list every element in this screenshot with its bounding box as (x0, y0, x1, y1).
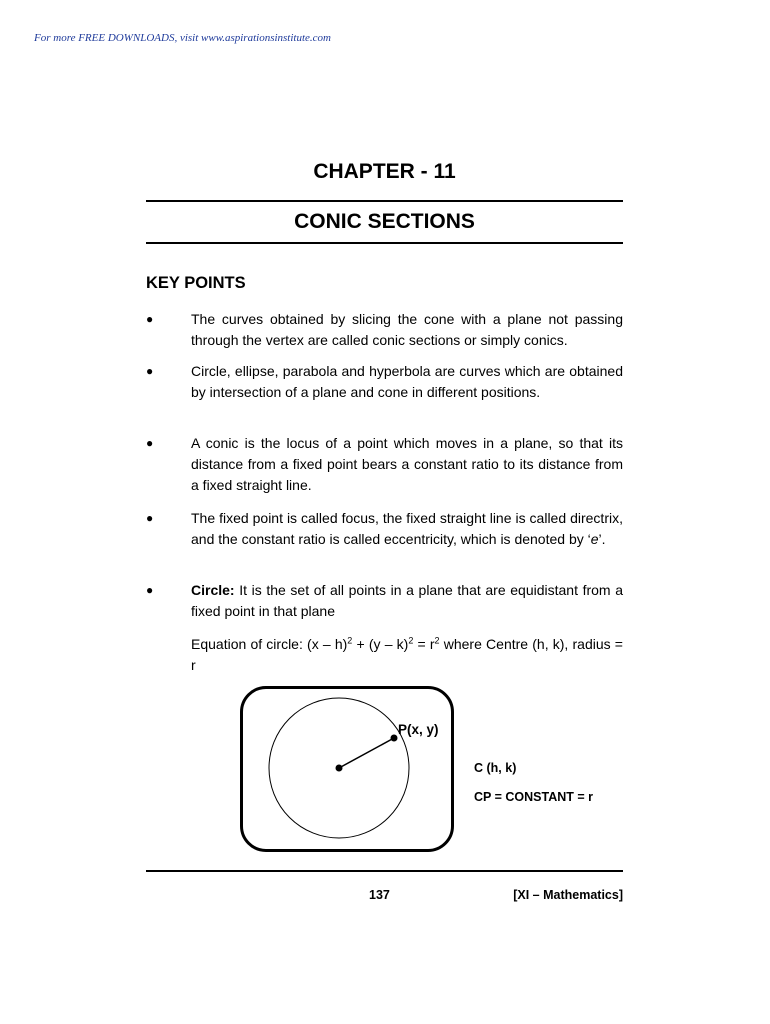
exponent: 2 (408, 635, 414, 646)
bullet-text (191, 580, 623, 622)
circle-diagram (243, 689, 457, 855)
section-title: CONIC SECTIONS (294, 210, 475, 233)
bullet-text (191, 508, 623, 550)
divider-top (146, 200, 623, 202)
exponent: 2 (434, 635, 440, 646)
footer-divider (146, 870, 623, 872)
download-banner: For more FREE DOWNLOADS, visit www.aspirationsinstitute.com (34, 32, 331, 44)
equation-part: + (y – k) (352, 636, 409, 652)
bullet-text: The curves obtained by slicing the cone with a plane not passing through the vertex are called conic sections or simply conics. (191, 311, 623, 348)
circle-equation (191, 634, 623, 676)
center-point (336, 765, 343, 772)
bullet-dot: ● (146, 511, 154, 525)
equation-part: where Centre (h, k), radius = r (191, 636, 623, 673)
radius-relation-label: CP = CONSTANT = r (474, 790, 594, 804)
bullet-dot: ● (146, 364, 154, 378)
bullet-text: A conic is the locus of a point which moves in a plane, so that its distance from a fixed point bears a constant ratio to its distance from a fixed straight line. (191, 435, 623, 493)
bullet-text-part: ’. (598, 531, 606, 547)
bullet-dot: ● (146, 583, 154, 597)
bullet-text-part: It is the set of all points in a plane that are equidistant from a fixed point in that plane (191, 582, 623, 619)
circle-figure-frame (240, 686, 454, 852)
eccentricity-symbol: e (590, 531, 599, 547)
point-p-label: P(x, y) (398, 722, 439, 737)
bullet-dot: ● (146, 436, 154, 450)
center-label: C (h, k) (474, 761, 517, 775)
circle-term: Circle: (191, 582, 235, 598)
bullet-text-part: The fixed point is called focus, the fixed straight line is called directrix, and the constant ratio is called eccentricity, which is denoted by ‘ (191, 510, 623, 547)
bullet-dot: ● (146, 312, 154, 326)
bullet-text: Circle, ellipse, parabola and hyperbola are curves which are obtained by intersection of a plane and cone in different positions. (191, 363, 623, 400)
chapter-title: CHAPTER - 11 (313, 160, 456, 183)
book-title: [XI – Mathematics] (513, 888, 623, 902)
key-points-heading: KEY POINTS (146, 274, 246, 292)
equation-part: = r (413, 636, 435, 652)
divider-bottom (146, 242, 623, 244)
page-number: 137 (369, 888, 390, 902)
exponent: 2 (347, 635, 353, 646)
equation-part: Equation of circle: (x – h) (191, 636, 348, 652)
radius-line (339, 738, 394, 768)
point-p (391, 735, 398, 742)
